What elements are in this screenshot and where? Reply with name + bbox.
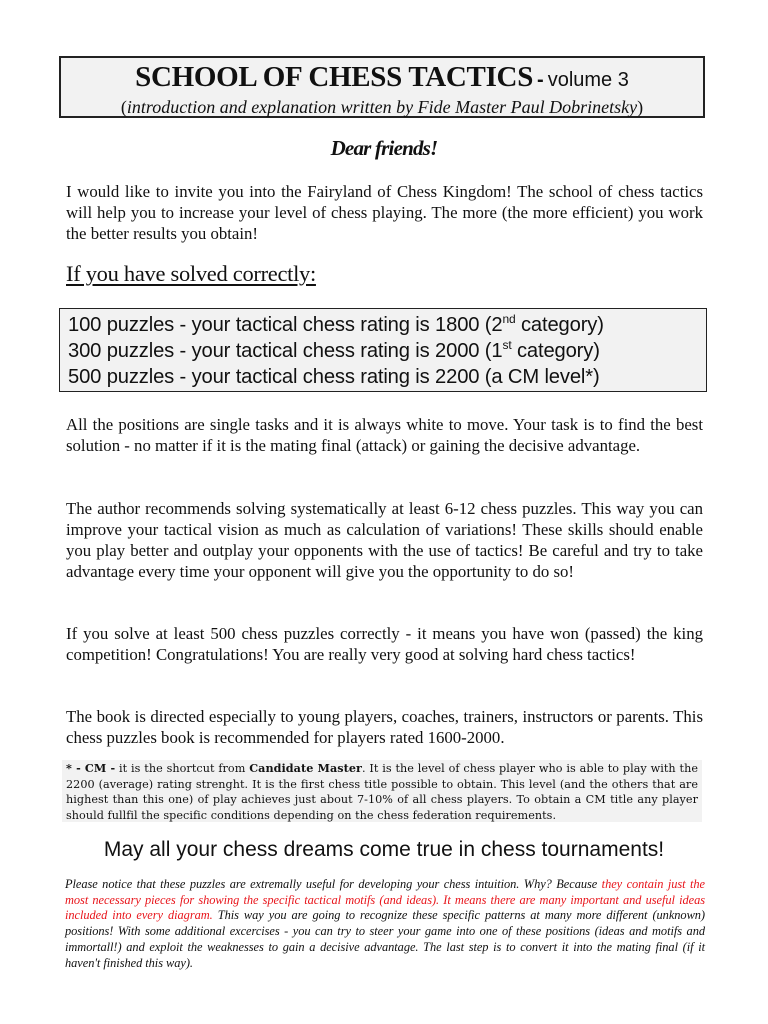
author-paragraph: The author recommends solving systematically at least 6-12 chess puzzles. This way you can improve your tactical vision as much as calculation of variations! These skills should enable you play better and outplay your opponents with the use of tactics! Be careful and try to take advantage every time your opponent will give you the opportunity to do so! <box>66 499 703 581</box>
footnote-text-1: it is the shortcut from <box>115 762 250 775</box>
subtitle-text: introduction and explanation written by Fide Master Paul Dobrinetsky <box>126 97 638 117</box>
positions-paragraph: All the positions are single tasks and it is always white to move. Your task is to find the best solution - no matter if it is the mating final (attack) or gaining the decisive advantage. <box>66 415 703 455</box>
rating-text-after: category) <box>515 314 604 336</box>
book-paragraph: The book is directed especially to young players, coaches, trainers, instructors or parents. This chess puzzles book is recommended for players rated 1600-2000. <box>66 707 703 747</box>
intro-paragraph: I would like to invite you into the Fairyland of Chess Kingdom! The school of chess tactics will help you to increase your level of chess playing. The more (the more efficient) you work the better results you obtain! <box>66 182 703 243</box>
footnote-marker: * - CM - <box>66 761 116 775</box>
notice-text-2: This way you are going to recognize these specific patterns at many more different (unknown) positions! With some additional excercises - you can try to steer your game into one of these positions (ideas and motifs and immortall!) and exploit the weaknesses to gain a decisive advantage. The last step is to convert it into the mating final (if it haven't finished this way). <box>65 908 706 970</box>
book-title: SCHOOL OF CHESS TACTICS <box>135 61 534 93</box>
volume-label: volume 3 <box>547 69 629 91</box>
rating-superscript: nd <box>502 312 516 326</box>
subtitle-close-paren: ) <box>637 97 644 117</box>
rating-text: 300 puzzles - your tactical chess rating is 2000 (1 <box>68 340 503 362</box>
closing-wish: May all your chess dreams come true in chess tournaments! <box>103 838 665 861</box>
footnote-text-2: . It is the level of chess player who is able to play with the 2200 (average) rating strenght. It is the first chess title possible to obtain. This level (and the others that are highest than this one) of play achieves just about 7-10% of all chess players. To obtain a CM title any player should fullfil the specific conditions depending on the chess federation requirements. <box>66 762 698 822</box>
rating-line <box>68 338 706 364</box>
rating-superscript: st <box>502 338 512 352</box>
rating-text-after: category) <box>511 340 600 362</box>
greeting-heading: Dear friends! <box>330 136 438 160</box>
title-box <box>59 56 705 118</box>
subtitle <box>61 96 703 118</box>
subtitle-open-paren: ( <box>120 97 127 117</box>
notice-highlight: they contain just the most necessary pieces for showing the specific tactical motifs (and ideas). It means there are many important and useful ideas included into every diagram. <box>65 877 705 923</box>
solve-paragraph: If you solve at least 500 chess puzzles correctly - it means you have won (passed) the king competition! Congratulations! You are really very good at solving hard chess tactics! <box>66 624 703 664</box>
rating-box <box>59 308 707 392</box>
title-line <box>61 62 703 97</box>
cm-footnote <box>62 760 702 822</box>
rating-text: 500 puzzles - your tactical chess rating is 2200 (a CM level*) <box>68 366 600 388</box>
notice-text-1: Please notice that these puzzles are extremally useful for developing your chess intuition. Why? Because <box>65 877 602 891</box>
footnote-term: Candidate Master <box>249 761 362 775</box>
title-separator: - <box>537 69 544 91</box>
rating-line <box>68 364 706 390</box>
solved-heading: If you have solved correctly: <box>66 261 316 286</box>
notice-paragraph <box>65 877 705 971</box>
rating-line <box>68 312 706 338</box>
rating-text: 100 puzzles - your tactical chess rating is 1800 (2 <box>68 314 503 336</box>
